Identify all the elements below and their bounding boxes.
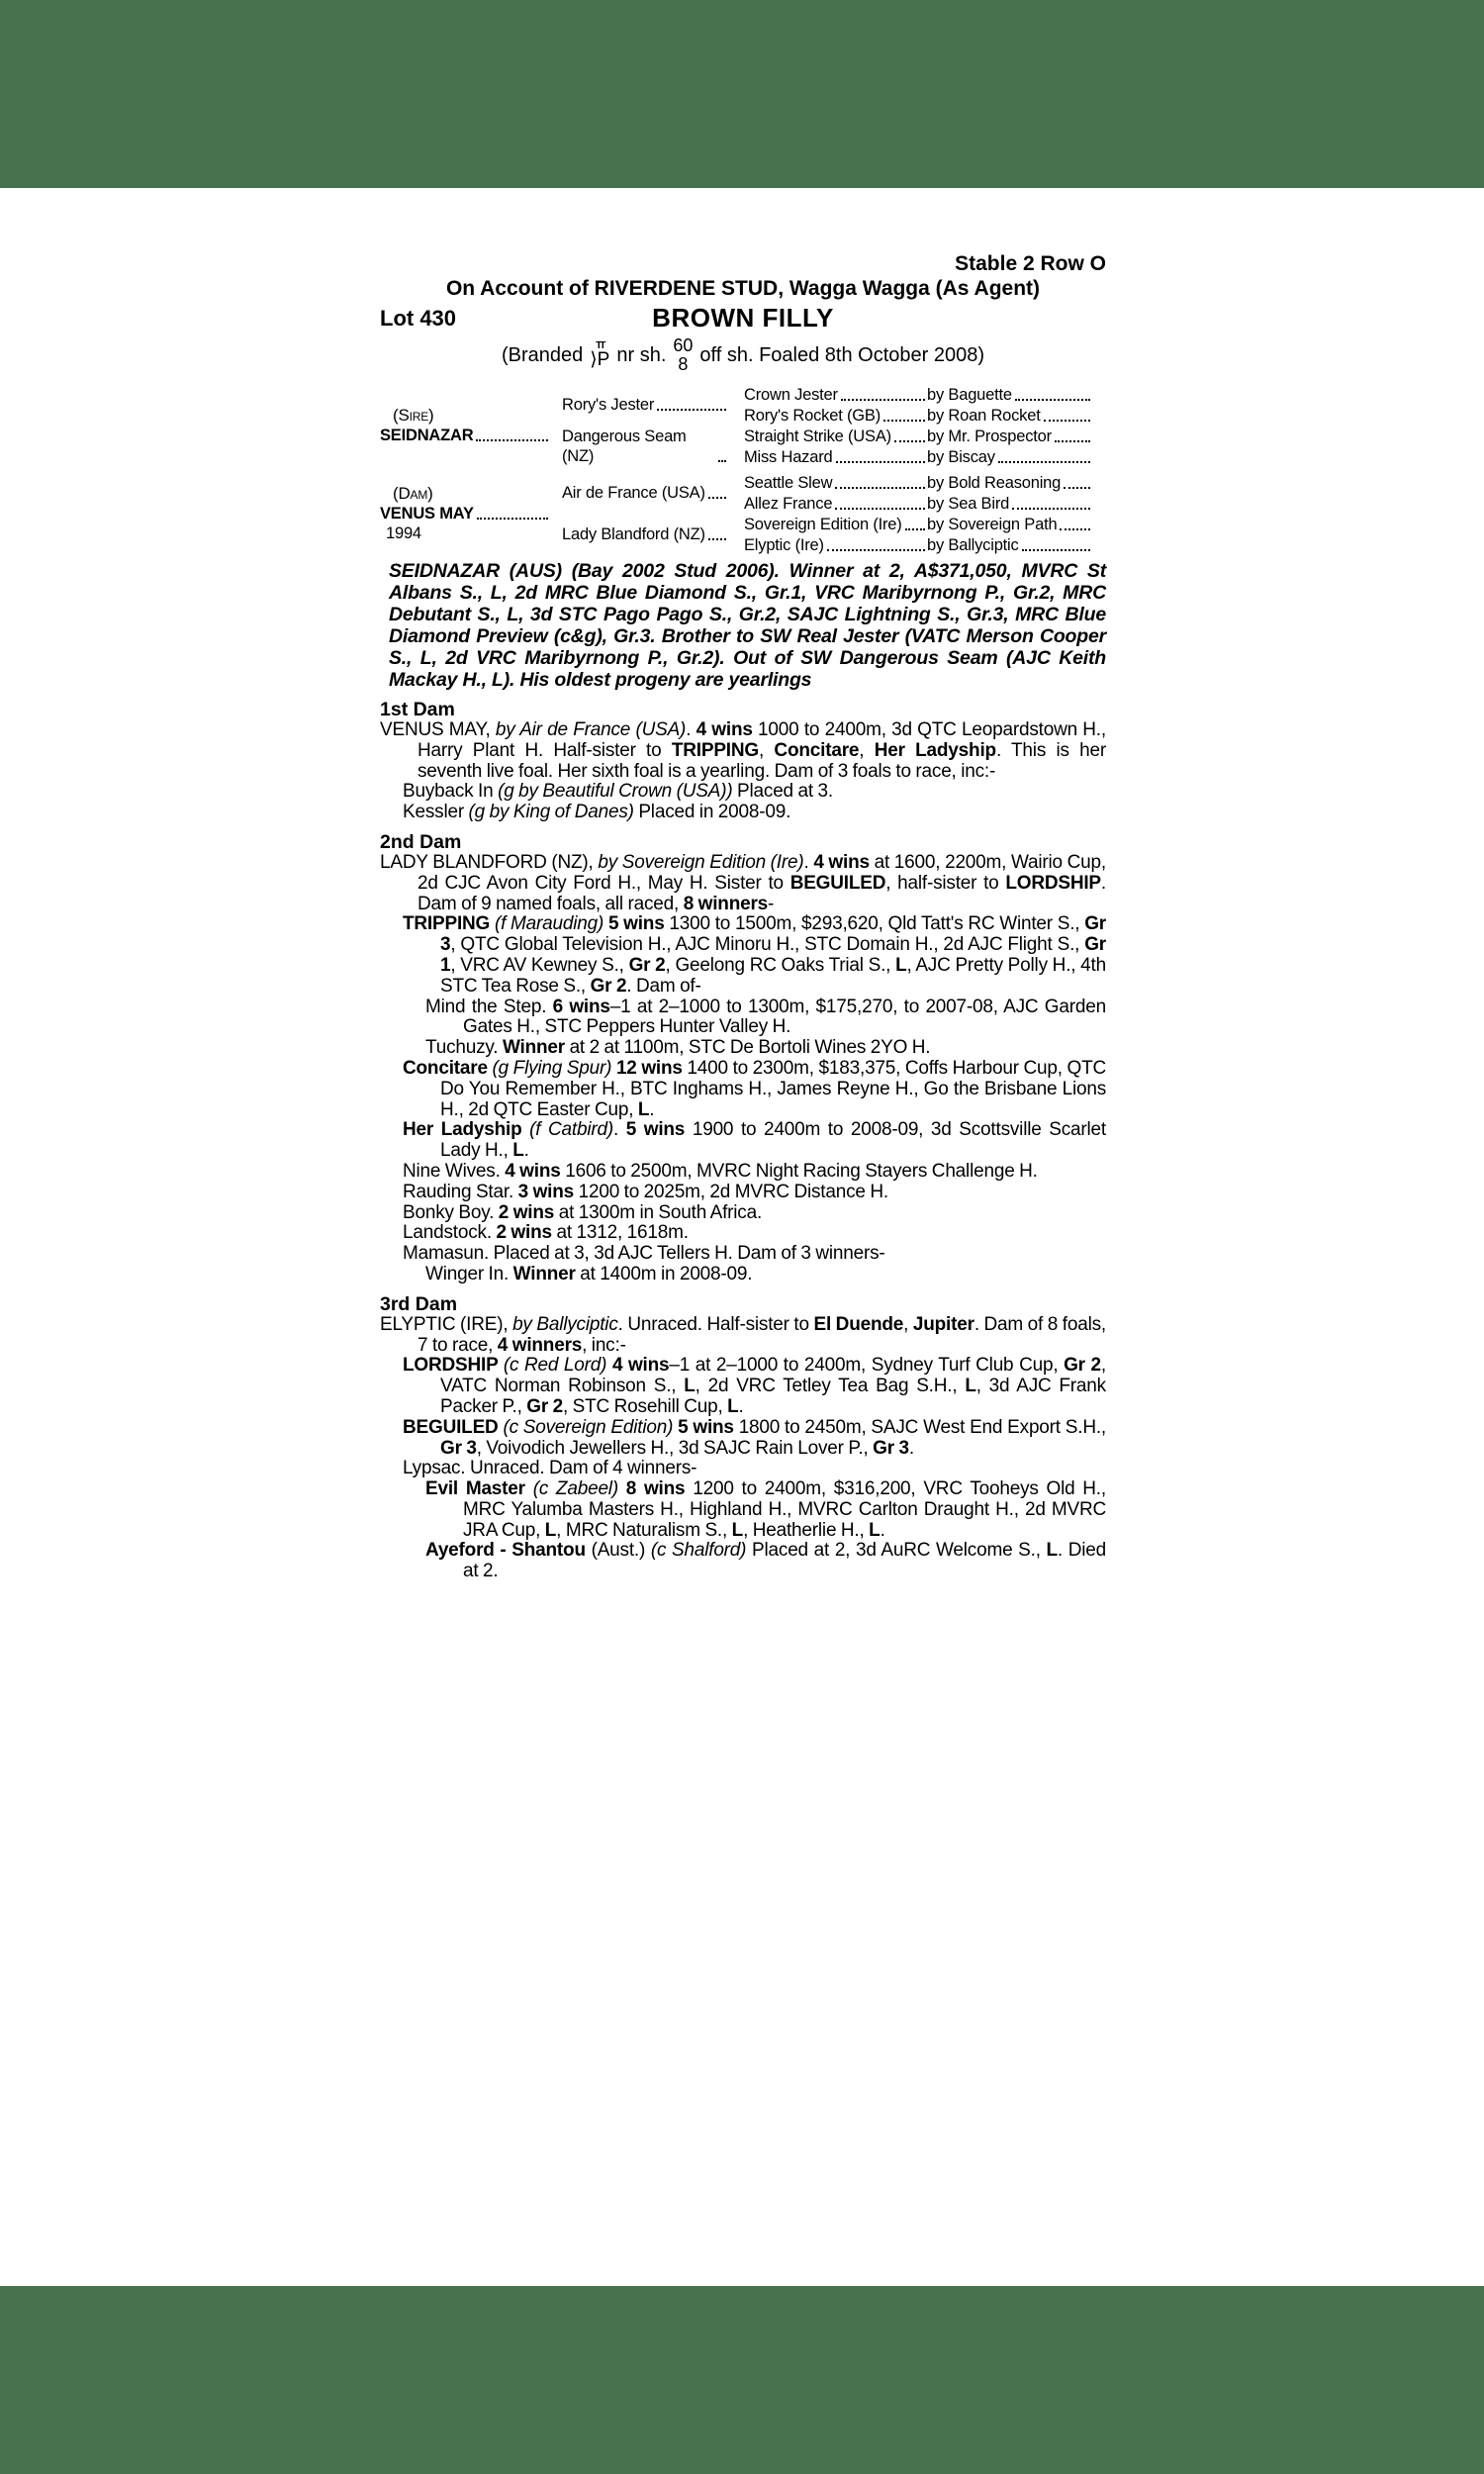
text-run: , QTC Global Television H., AJC Minoru H., STC Domain H., 2d AJC Flight S., [450, 934, 1085, 956]
top-green-band [0, 0, 1484, 188]
text-run: (f Marauding) [494, 913, 608, 935]
text-run: 4 wins [696, 719, 753, 740]
text-run: 2 wins [498, 1201, 555, 1223]
text-run: L [512, 1140, 524, 1162]
pedigree-paragraph [403, 1059, 1106, 1120]
text-run: (g by Beautiful Crown (USA)) [498, 781, 733, 803]
dam-name: VENUS MAY [380, 505, 474, 523]
text-run: Gr 2 [590, 975, 627, 997]
text-run: Her Ladyship [403, 1119, 530, 1141]
leader-dots [905, 528, 925, 530]
ped-grandparent [744, 473, 927, 493]
ped-grandparent-name: Allez France [744, 495, 833, 513]
text-run: , 2d VRC Tetley Tea Bag S.H., [695, 1376, 966, 1397]
text-run: , half-sister to [885, 872, 1006, 894]
pedigree-paragraph [403, 1203, 1106, 1224]
ped-greatgrandsire [927, 473, 1092, 493]
ped-parent-cell [562, 426, 728, 467]
ped-greatgrandsire [927, 447, 1092, 467]
text-run: 8 wins [625, 1478, 686, 1500]
text-run: VENUS MAY, [380, 719, 496, 740]
sire-name: SEIDNAZAR [380, 427, 474, 444]
pedigree-paragraph [425, 1541, 1106, 1582]
pedigree-paragraph [403, 1162, 1106, 1183]
text-run: LADY BLANDFORD (NZ), [380, 851, 599, 873]
text-run: Rauding Star. [403, 1181, 518, 1202]
ped-grandparent [744, 515, 927, 534]
text-run: . This is her seventh live foal. Her sixth foal is a yearling. Dam of 3 foals to race, inc:- [417, 739, 1106, 782]
sire-label: (Sire) [393, 406, 434, 425]
pedigree-paragraph [425, 1479, 1106, 1541]
leader-dots [1060, 528, 1090, 530]
section-heading: 3rd Dam [380, 1292, 458, 1315]
text-run: Winner [502, 1037, 565, 1059]
text-run: at 1300m in South Africa. [554, 1201, 763, 1223]
text-run: , [758, 739, 775, 761]
text-run: 1000 to 2400m, 3d QTC Leopardstown H., Harry Plant H. Half-sister to [417, 719, 1106, 761]
leader-dots [1064, 487, 1090, 489]
ped-greatgrandsire [927, 494, 1092, 514]
text-run: Gr 2 [628, 954, 666, 976]
text-run: ELYPTIC (IRE), [380, 1313, 513, 1335]
ped-grandparent-row [744, 534, 1092, 555]
text-run: 4 wins [611, 1355, 670, 1377]
text-run: . [908, 1437, 914, 1459]
text-run: by Ballyciptic [512, 1313, 618, 1335]
ped-greatgrandsire-name: by Sovereign Path [927, 516, 1058, 533]
text-run: . [803, 851, 814, 873]
text-run: Bonky Boy. [403, 1201, 499, 1223]
pedigree-paragraph [380, 1315, 1106, 1357]
text-run: Mind the Step. [425, 996, 553, 1017]
pedigree-paragraph [403, 1183, 1106, 1203]
leader-dots [894, 440, 925, 442]
text-run: L [727, 1395, 739, 1417]
text-run: SEIDNAZAR (AUS) (Bay 2002 Stud 2006). Winner at 2, A$371,050, MVRC St Albans S., L, 2d MRC Blue Diamond S., Gr.1, VRC Maribyrnong P., Gr.2, MRC Debutant S., L, 3d STC Pago Pago S., Gr.2, SAJC Lightning S., Gr.3, MRC Blue Diamond Preview (c&g), Gr.3. Brother to SW Real Jester (VATC Merson Cooper S., L, 2d VRC Maribyrnong P., Gr.2). Out of SW Dangerous Seam (AJC Keith Mackay H., L). His oldest progeny are yearlings [389, 560, 1106, 691]
text-run: L [869, 1519, 881, 1541]
dam-column [380, 472, 550, 555]
text-run: by Air de France (USA) [495, 719, 687, 740]
dam-sections [380, 700, 1106, 1582]
pedigree-paragraph [403, 1356, 1106, 1417]
dam-name-row [380, 504, 550, 523]
ped-grandparent-name: Crown Jester [744, 386, 838, 404]
leader-dots [476, 439, 548, 441]
dam-parents-column [562, 472, 728, 555]
pedigree-paragraph [403, 1459, 1106, 1479]
brand-number-stack: 60 8 [673, 334, 694, 374]
text-run: . Dam of 8 foals, 7 to race, [417, 1313, 1106, 1356]
ped-greatgrandsire [927, 427, 1092, 446]
text-run: . [523, 1140, 529, 1162]
text-run: Placed at 3. [732, 781, 833, 803]
sire-grandparents-column [744, 384, 1092, 467]
text-run: L [684, 1376, 696, 1397]
leader-dots [835, 487, 925, 489]
ped-grandparent-row [744, 426, 1092, 446]
ped-greatgrandsire-name: by Baguette [927, 386, 1012, 404]
ped-parent-row [562, 483, 728, 503]
ped-grandparent-name: Seattle Slew [744, 474, 833, 492]
text-run: , VRC AV Kewney S., [450, 954, 629, 976]
text-run: 4 wins [813, 851, 870, 873]
text-run: , MRC Naturalism S., [556, 1519, 732, 1541]
text-run: L [895, 954, 907, 976]
brand-mark-icon: TT ⟩P [590, 340, 610, 370]
pedigree-dam-group [380, 472, 1106, 555]
text-run: 5 wins [625, 1119, 686, 1141]
text-run: TRIPPING [403, 913, 495, 935]
dam-year: 1994 [386, 524, 421, 542]
bottom-green-band [0, 2286, 1484, 2474]
text-run: at 1600, 2200m, Wairio Cup, 2d CJC Avon City Ford H., May H. Sister to [417, 851, 1106, 894]
leader-dots [841, 399, 925, 401]
text-run: Winger In. [425, 1263, 513, 1285]
text-run: - [768, 893, 775, 914]
ped-grandparent-row [744, 514, 1092, 534]
section-heading: 2nd Dam [380, 830, 462, 853]
text-run: Lypsac. Unraced. Dam of 4 winners- [403, 1458, 697, 1479]
brand-suffix: off sh. Foaled 8th October 2008) [699, 343, 985, 366]
pedigree-paragraph [403, 1244, 1106, 1265]
pedigree-paragraph [403, 1120, 1106, 1162]
text-run: Gr 1 [440, 934, 1106, 976]
text-run: 6 wins [552, 996, 610, 1017]
text-run: Gr 2 [526, 1395, 563, 1417]
sire-column [380, 384, 550, 467]
text-run: –1 at 2–1000 to 1300m, $175,270, to 2007-08, AJC Garden Gates H., STC Peppers Hunter Valley H. [463, 996, 1106, 1038]
text-run: El Duende [813, 1313, 904, 1335]
text-run: Nine Wives. [403, 1160, 506, 1182]
text-run: , inc:- [582, 1334, 626, 1356]
text-run: Gr 3 [440, 913, 1106, 956]
pedigree-paragraph [425, 998, 1106, 1039]
leader-dots [1015, 399, 1090, 401]
ped-parent-row [562, 427, 728, 466]
leader-dots [657, 409, 726, 411]
text-run: (g Flying Spur) [492, 1057, 616, 1079]
text-run: L [637, 1098, 650, 1120]
ped-greatgrandsire-name: by Mr. Prospector [927, 428, 1052, 445]
pedigree-paragraph [403, 782, 1106, 803]
text-run: Her Ladyship [874, 739, 996, 761]
text-run: . Died at 2. [463, 1540, 1106, 1582]
ped-parent-cell [562, 472, 728, 514]
text-run: LORDSHIP [1005, 872, 1101, 894]
text-run: (c Sovereign Edition) [503, 1416, 679, 1438]
ped-grandparent [744, 385, 927, 405]
text-run: Ayeford - Shantou [425, 1540, 592, 1562]
text-run: Mamasun. Placed at 3, 3d AJC Tellers H. Dam of 3 winners- [403, 1243, 885, 1265]
text-run: 5 wins [607, 913, 665, 935]
text-run: Concitare [403, 1057, 493, 1079]
text-run: Winner [512, 1263, 576, 1285]
text-run: , 3d AJC Frank Packer P., [440, 1376, 1106, 1417]
ped-greatgrandsire [927, 385, 1092, 405]
ped-parent-row [562, 395, 728, 415]
leader-dots [708, 538, 726, 540]
text-run: , STC Rosehill Cup, [563, 1395, 728, 1417]
leader-dots [708, 497, 726, 499]
text-run: . [649, 1098, 655, 1120]
text-run: . Dam of- [626, 975, 701, 997]
text-run: Evil Master [425, 1478, 533, 1500]
ped-grandparent-name: Sovereign Edition (Ire) [744, 516, 902, 533]
catalogue-page [380, 252, 1106, 1582]
leader-dots [835, 508, 925, 510]
pedigree-paragraph [403, 914, 1106, 997]
text-run: (f Catbird) [529, 1119, 613, 1141]
text-run: . [880, 1519, 885, 1541]
horse-description-title: BROWN FILLY [652, 303, 834, 333]
ped-greatgrandsire-name: by Roan Rocket [927, 407, 1041, 425]
ped-grandparent-row [744, 405, 1092, 426]
text-run: . Unraced. Half-sister to [617, 1313, 814, 1335]
text-run: (c Shalford) [650, 1540, 747, 1562]
text-run: BEGUILED [403, 1416, 504, 1438]
ped-parent-name: Air de France (USA) [562, 484, 705, 502]
leader-dots [836, 461, 926, 463]
text-run: 1800 to 2450m, SAJC West End Export S.H., [733, 1416, 1106, 1438]
text-run: 4 wins [505, 1160, 561, 1182]
leader-dots [827, 549, 925, 551]
pedigree-paragraph [403, 1223, 1106, 1244]
text-run: 12 wins [615, 1057, 683, 1079]
lot-number: Lot 430 [380, 306, 457, 331]
leader-dots [883, 420, 925, 422]
ped-parent-cell [562, 514, 728, 555]
text-run: Buyback In [403, 781, 499, 803]
ped-parent-cell [562, 384, 728, 426]
text-run: Kessler [403, 802, 469, 823]
text-run: L [1046, 1540, 1058, 1562]
text-run: (c Red Lord) [503, 1355, 612, 1377]
text-run: , VATC Norman Robinson S., [440, 1355, 1106, 1397]
dam-label: (Dam) [393, 484, 433, 503]
text-run: (Aust.) [591, 1540, 651, 1562]
text-run: 1900 to 2400m to 2008-09, 3d Scottsville Scarlet Lady H., [440, 1119, 1106, 1162]
pedigree-paragraph [403, 1418, 1106, 1460]
brand-foaling-line [380, 333, 1106, 378]
text-run: . [738, 1395, 744, 1417]
brand-prefix: (Branded [501, 343, 584, 366]
sire-parents-column [562, 384, 728, 467]
text-run: , Heatherlie H., [743, 1519, 870, 1541]
text-run: 2 wins [496, 1222, 552, 1244]
pedigree-paragraph [425, 1265, 1106, 1285]
text-run: , AJC Pretty Polly H., 4th STC Tea Rose S., [440, 954, 1106, 997]
text-run: Landstock. [403, 1222, 497, 1244]
ped-grandparent-row [744, 446, 1092, 467]
leader-dots [718, 460, 726, 462]
leader-dots [998, 461, 1090, 463]
text-run: , [903, 1313, 913, 1335]
lot-title-row [380, 303, 1106, 333]
pedigree-paragraph [425, 1038, 1106, 1059]
dam-section-1 [380, 700, 1106, 823]
text-run: Gr 3 [873, 1437, 909, 1459]
text-run: at 2 at 1100m, STC De Bortoli Wines 2YO H. [564, 1037, 931, 1059]
text-run: , [859, 739, 875, 761]
text-run: (c Zabeel) [532, 1478, 626, 1500]
ped-grandparent-row [744, 384, 1092, 405]
text-run: BEGUILED [789, 872, 886, 894]
stable-location: Stable 2 Row O [955, 252, 1106, 275]
text-run: L [731, 1519, 744, 1541]
ped-greatgrandsire [927, 406, 1092, 426]
ped-grandparent [744, 427, 927, 446]
text-run: . Dam of 9 named foals, all raced, [417, 872, 1106, 914]
leader-dots [1012, 508, 1090, 510]
ped-grandparent [744, 535, 927, 555]
text-run: LORDSHIP [403, 1355, 504, 1377]
text-run: 1200 to 2025m, 2d MVRC Distance H. [574, 1181, 888, 1202]
text-run: 1400 to 2300m, $183,375, Coffs Harbour Cup, QTC Do You Remember H., BTC Inghams H., James Reyne H., Go the Brisbane Lions H., 2d QTC Easter Cup, [440, 1057, 1106, 1120]
text-run: 3 wins [517, 1181, 575, 1202]
ped-grandparent-name: Rory's Rocket (GB) [744, 407, 881, 425]
text-run: , Geelong RC Oaks Trial S., [665, 954, 896, 976]
text-run: 1606 to 2500m, MVRC Night Racing Stayers Challenge H. [560, 1160, 1038, 1182]
section-heading: 1st Dam [380, 699, 455, 720]
brand-near-shoulder: nr sh. [616, 343, 667, 366]
leader-dots [477, 518, 548, 520]
pedigree-paragraph [380, 720, 1106, 782]
ped-grandparent-name: Straight Strike (USA) [744, 428, 891, 445]
ped-parent-name: Rory's Jester [562, 396, 655, 414]
ped-greatgrandsire-name: by Bold Reasoning [927, 474, 1062, 492]
text-run: 1300 to 1500m, $293,620, Qld Tatt's RC Winter S., [664, 913, 1085, 935]
ped-parent-name: Dangerous Seam (NZ) [562, 428, 687, 465]
text-run: , Voivodich Jewellers H., 3d SAJC Rain Lover P., [476, 1437, 874, 1459]
ped-grandparent-row [744, 493, 1092, 514]
ped-greatgrandsire [927, 515, 1092, 534]
pedigree-table [380, 384, 1106, 555]
sire-summary-paragraph [389, 560, 1106, 691]
dam-section-2 [380, 832, 1106, 1285]
pedigree-sire-group [380, 384, 1106, 467]
text-run: L [544, 1519, 557, 1541]
ped-grandparent-row [744, 472, 1092, 493]
text-run: 5 wins [678, 1416, 734, 1438]
leader-dots [1022, 549, 1090, 551]
ped-greatgrandsire-name: by Biscay [927, 448, 995, 466]
ped-grandparent [744, 447, 927, 467]
text-run: L [965, 1376, 976, 1397]
text-run: 4 winners [497, 1334, 583, 1356]
text-run: Jupiter [912, 1313, 974, 1335]
pedigree-paragraph [403, 803, 1106, 823]
text-run: . [686, 719, 696, 740]
leader-dots [1055, 440, 1090, 442]
text-run: 1200 to 2400m, $316,200, VRC Tooheys Old H., MRC Yalumba Masters H., Highland H., MVRC Carlton Draught H., 2d MVRC JRA Cup, [463, 1478, 1106, 1541]
vendor-account-line: On Account of RIVERDENE STUD, Wagga Wagga (As Agent) [445, 277, 1041, 300]
ped-parent-row [562, 524, 728, 544]
text-run: Placed at 2, 3d AuRC Welcome S., [746, 1540, 1047, 1562]
dam-grandparents-column [744, 472, 1092, 555]
text-run: 8 winners [683, 893, 769, 914]
text-run: Placed in 2008-09. [633, 802, 791, 823]
pedigree-paragraph [380, 853, 1106, 914]
ped-grandparent-name: Miss Hazard [744, 448, 833, 466]
text-run: Concitare [774, 739, 860, 761]
text-run: (g by King of Danes) [468, 802, 634, 823]
text-run: Gr 2 [1064, 1355, 1101, 1377]
ped-greatgrandsire [927, 535, 1092, 555]
text-run: –1 at 2–1000 to 2400m, Sydney Turf Club Cup, [669, 1355, 1065, 1377]
leader-dots [1044, 420, 1090, 422]
ped-grandparent [744, 406, 927, 426]
ped-grandparent [744, 494, 927, 514]
ped-greatgrandsire-name: by Sea Bird [927, 495, 1010, 513]
ped-grandparent-name: Elyptic (Ire) [744, 536, 824, 554]
text-run: TRIPPING [671, 739, 759, 761]
text-run: by Sovereign Edition (Ire) [598, 851, 804, 873]
ped-greatgrandsire-name: by Ballyciptic [927, 536, 1019, 554]
sire-name-row [380, 426, 550, 445]
ped-parent-name: Lady Blandford (NZ) [562, 525, 705, 543]
text-run: at 1312, 1618m. [551, 1222, 689, 1244]
dam-section-3 [380, 1294, 1106, 1582]
text-run: . [613, 1119, 626, 1141]
text-run: at 1400m in 2008-09. [575, 1263, 753, 1285]
text-run: Tuchuzy. [425, 1037, 503, 1059]
text-run: Gr 3 [440, 1437, 477, 1459]
